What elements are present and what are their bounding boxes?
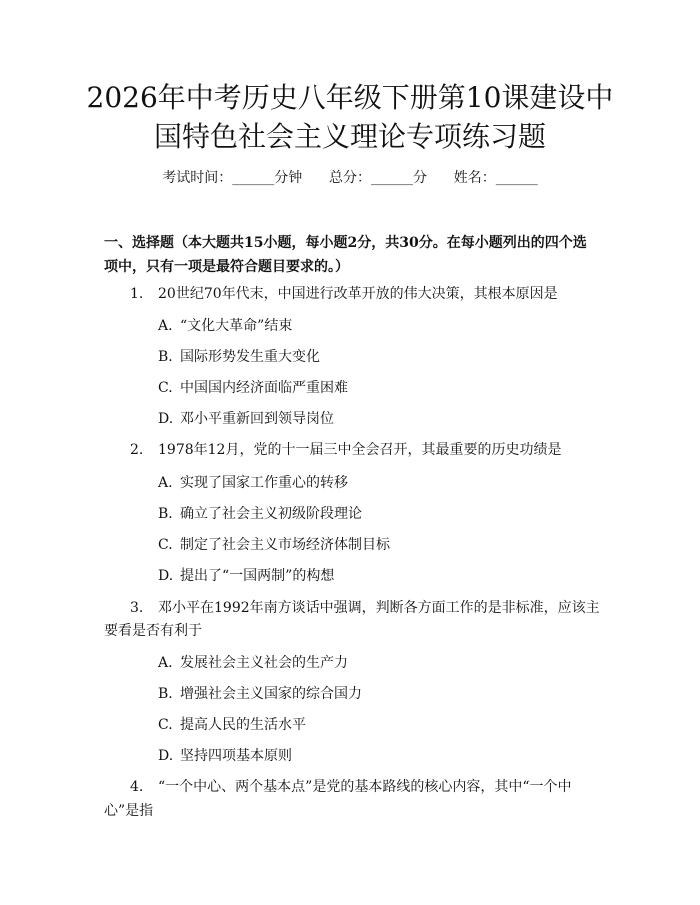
option-letter: D. [158, 748, 174, 764]
option-letter: A. [158, 655, 173, 671]
option-letter: C. [158, 380, 173, 396]
question-number: 2. [130, 442, 144, 458]
option-letter: C. [158, 717, 173, 733]
question-2-option-d[interactable] [158, 566, 598, 586]
question-text-line-1: 邓小平在1992年南方谈话中强调，判断各方面工作的是非标准，应该主 [158, 600, 600, 616]
question-1-option-a[interactable] [158, 316, 598, 336]
question-3 [104, 598, 604, 618]
question-number: 4. [130, 779, 144, 795]
option-letter: B. [158, 686, 173, 702]
question-1 [104, 284, 604, 304]
question-text-line-2: 要看是否有利于 [104, 623, 202, 639]
question-3-option-c[interactable] [158, 715, 598, 735]
section-heading-line-1: 一、选择题（本大题共15小题，每小题2分，共30分。在每小题列出的四个选 [104, 235, 587, 251]
student-name-label: 姓名：______ [453, 170, 538, 186]
question-2-option-a[interactable] [158, 473, 598, 493]
option-text: 增强社会主义国家的综合国力 [180, 686, 362, 702]
option-letter: A. [158, 318, 173, 334]
option-letter: D. [158, 568, 174, 584]
option-letter: B. [158, 349, 173, 365]
question-2 [104, 440, 604, 460]
option-text: 制定了社会主义市场经济体制目标 [180, 537, 390, 553]
option-letter: B. [158, 506, 173, 522]
question-4 [104, 777, 604, 797]
option-text: 发展社会主义社会的生产力 [180, 655, 348, 671]
question-2-option-c[interactable] [158, 535, 598, 555]
question-3-continued [104, 621, 604, 641]
option-text: 坚持四项基本原则 [180, 748, 292, 764]
section-heading-line-2: 项中，只有一项是最符合题目要求的。） [104, 259, 349, 275]
question-number: 3. [130, 600, 144, 616]
option-text: 提出了“一国两制”的构想 [180, 568, 335, 584]
question-3-option-b[interactable] [158, 684, 598, 704]
option-text: 提高人民的生活水平 [180, 717, 306, 733]
option-letter: D. [158, 411, 174, 427]
exam-time-label: 考试时间：______分钟 [162, 170, 303, 186]
option-letter: C. [158, 537, 173, 553]
question-1-option-b[interactable] [158, 347, 598, 367]
option-letter: A. [158, 475, 173, 491]
question-3-option-d[interactable] [158, 746, 598, 766]
question-1-option-d[interactable] [158, 409, 598, 429]
option-text: 邓小平重新回到领导岗位 [180, 411, 334, 427]
page-title-line-1: 2026年中考历史八年级下册第10课建设中 [86, 81, 614, 114]
question-3-option-a[interactable] [158, 653, 598, 673]
option-text: 实现了国家工作重心的转移 [180, 475, 348, 491]
question-text: 20世纪70年代末，中国进行改革开放的伟大决策，其根本原因是 [158, 286, 558, 302]
question-4-continued [104, 801, 604, 821]
question-2-option-b[interactable] [158, 504, 598, 524]
question-1-option-c[interactable] [158, 378, 598, 398]
option-text: 国际形势发生重大变化 [180, 349, 320, 365]
exam-meta-row [0, 168, 700, 188]
question-text: 1978年12月，党的十一届三中全会召开，其最重要的历史功绩是 [158, 442, 562, 458]
question-number: 1. [130, 286, 144, 302]
question-text-line-2: 心”是指 [104, 803, 154, 819]
option-text: 中国国内经济面临严重困难 [180, 380, 348, 396]
option-text: 确立了社会主义初级阶段理论 [180, 506, 362, 522]
question-text-line-1: “一个中心、两个基本点”是党的基本路线的核心内容，其中“一个中 [158, 779, 572, 795]
page-title-line-2: 国特色社会主义理论专项练习题 [153, 120, 546, 153]
option-text: “文化大革命”结束 [180, 318, 293, 334]
total-score-label: 总分：______分 [329, 170, 427, 186]
